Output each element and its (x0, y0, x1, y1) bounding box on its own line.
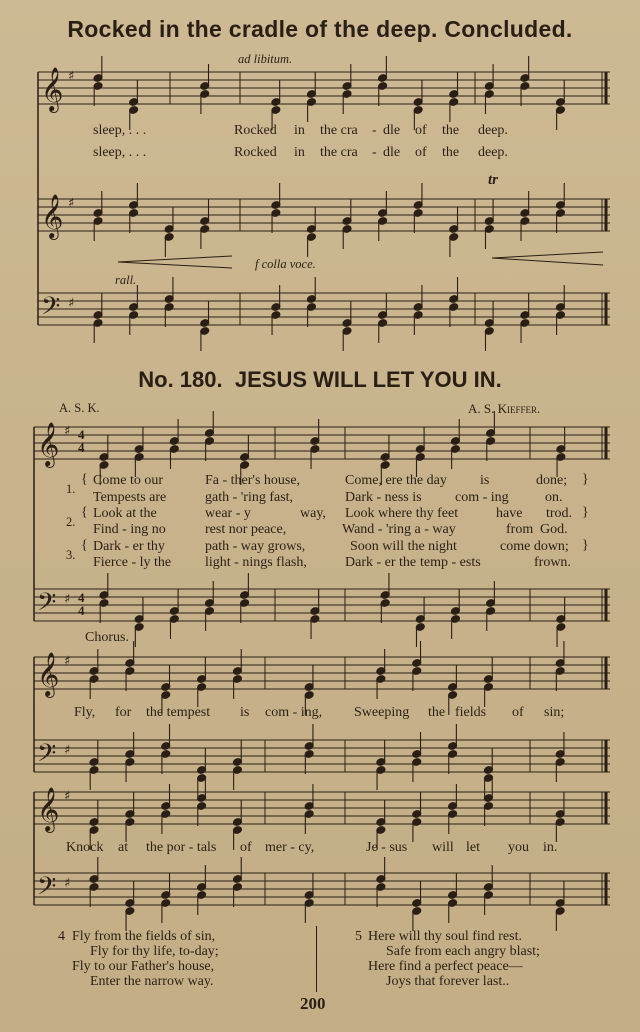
lyric-phrase: trod. (546, 506, 573, 521)
crescendo-line (492, 252, 603, 258)
lyric-phrase: come down; (500, 539, 569, 554)
lyric-word: the (442, 145, 460, 160)
stanza-line: Joys that forever last.. (386, 974, 510, 989)
bass-clef-icon: 𝄢 (37, 872, 57, 907)
lyric-phrase: rest nor peace, (205, 522, 287, 537)
lyric-word: will (432, 840, 454, 855)
lyric-word: of (415, 145, 427, 160)
lyricist: A. S. K. (59, 401, 100, 415)
page-number: 200 (300, 994, 326, 1013)
lyric-phrase: Tempests are (93, 490, 167, 505)
lyric-word: sleep, . . . (93, 123, 147, 138)
verse-number: 1. (66, 482, 76, 496)
lyric-word: com - ing, (265, 705, 323, 720)
stanza-line: Here will thy soul find rest. (368, 929, 522, 944)
stanza-line: Here find a perfect peace— (368, 959, 523, 974)
lyric-phrase: way, (300, 506, 326, 521)
lyric-phrase: wear - y (205, 506, 251, 521)
time-signature: 4 (78, 590, 85, 605)
lyric-phrase: done; (536, 473, 568, 488)
brace: } (582, 472, 589, 487)
sharp-icon: ♯ (64, 424, 71, 439)
bass-clef-icon: 𝄢 (37, 739, 57, 774)
brace: } (582, 505, 589, 520)
lyric-word: dle (383, 145, 401, 160)
treble-clef-icon: 𝄞 (41, 194, 64, 238)
lyric-word: you (508, 840, 529, 855)
lyric-phrase: Find - ing no (93, 522, 166, 537)
lyric-word: Sweeping (354, 705, 410, 720)
lyric-phrase: temp - ests (420, 555, 481, 570)
time-signature: 4 (78, 603, 85, 618)
lyric-word: of (512, 705, 524, 720)
composer: A. S. Kieffer. (468, 401, 541, 416)
lyric-word: Rocked (234, 145, 277, 160)
bass-clef-icon: 𝄢 (41, 292, 61, 327)
lyric-phrase: path - way grows, (205, 539, 306, 554)
lyric-word: - (372, 123, 377, 138)
lyric-word: Fly, (74, 705, 96, 720)
treble-clef-icon: 𝄞 (37, 652, 60, 696)
lyric-phrase: Fierce - ly the (93, 555, 172, 570)
lyric-word: the cra (320, 145, 358, 160)
lyric-word: - (372, 145, 377, 160)
decrescendo-line (118, 262, 232, 268)
direction-rall: rall. (115, 273, 137, 287)
sharp-icon: ♯ (64, 876, 71, 891)
decrescendo-line (118, 256, 232, 262)
lyric-phrase: Soon will the night (350, 539, 457, 554)
lyric-word: the (442, 123, 460, 138)
lyric-phrase: light - nings flash, (205, 555, 307, 570)
stanza-line: Safe from each angry blast; (386, 944, 540, 959)
lyric-phrase: Dark - er the (345, 555, 417, 570)
treble-clef-icon: 𝄞 (37, 422, 60, 466)
lyric-phrase: God. (540, 522, 568, 537)
hymn-heading (30, 367, 610, 393)
brace: { (81, 505, 88, 520)
bass-clef-icon: 𝄢 (37, 588, 57, 623)
trill-mark: tr (488, 172, 499, 188)
lyric-phrase: Come to our (93, 473, 163, 488)
lyric-word: in (294, 123, 305, 138)
lyric-word: let (466, 840, 480, 855)
stanza-line: Enter the narrow way. (90, 974, 214, 989)
lyric-phrase: Wand - 'ring a - way (342, 522, 456, 537)
lyric-word: Knock (66, 840, 104, 855)
lyric-word: deep. (478, 123, 508, 138)
lyric-word: for (115, 705, 132, 720)
lyric-word: is (240, 705, 250, 720)
hymn-title: JESUS WILL LET YOU IN. (234, 367, 502, 392)
sharp-icon: ♯ (68, 69, 75, 84)
lyric-phrase: on. (545, 490, 563, 505)
lyric-phrase: frown. (534, 555, 571, 570)
stanza-number: 4 (58, 929, 65, 944)
lyric-word: in. (543, 840, 558, 855)
lyric-word: at (118, 840, 129, 855)
crescendo-line (492, 258, 603, 265)
stanza-line: Fly for thy life, to-day; (90, 944, 219, 959)
treble-clef-icon: 𝄞 (37, 787, 60, 831)
lyric-phrase: Come, ere the day (345, 473, 447, 488)
lyric-word: deep. (478, 145, 508, 160)
brace: } (582, 538, 589, 553)
lyric-phrase: is (480, 473, 490, 488)
stanza-line: Fly to our Father's house, (72, 959, 215, 974)
lyric-word: Je - sus (366, 840, 408, 855)
lyric-phrase: Dark - er thy (93, 539, 165, 554)
sharp-icon: ♯ (64, 743, 71, 758)
lyric-word: sin; (544, 705, 565, 720)
stanza-line: Fly from the fields of sin, (72, 929, 216, 944)
lyric-phrase: gath - 'ring fast, (205, 490, 294, 505)
lyric-word: of (415, 123, 427, 138)
sharp-icon: ♯ (68, 196, 75, 211)
lyric-phrase: from (506, 522, 534, 537)
lyric-phrase: Look where thy feet (345, 506, 459, 521)
stanza-divider (316, 926, 317, 992)
treble-clef-icon: 𝄞 (41, 67, 64, 111)
time-signature: 4 (78, 440, 85, 455)
page-header-title: Rocked in the cradle of the deep. Concluded. (67, 16, 573, 42)
sharp-icon: ♯ (64, 789, 71, 804)
lyric-word: in (294, 145, 305, 160)
lyric-word: of (240, 840, 252, 855)
brace: { (81, 472, 88, 487)
lyric-word: sleep, . . . (93, 145, 147, 160)
lyric-phrase: com - ing (455, 490, 509, 505)
lyric-word: dle (383, 123, 401, 138)
brace: { (81, 538, 88, 553)
chorus-label: Chorus. (85, 630, 129, 645)
sharp-icon: ♯ (68, 296, 75, 311)
direction-ad-libitum: ad libitum. (238, 52, 293, 66)
hymn-number: No. 180. (138, 367, 223, 392)
verse-number: 3. (66, 548, 76, 562)
lyric-phrase: Dark - ness is (345, 490, 422, 505)
lyric-phrase: Look at the (93, 506, 157, 521)
lyric-word: fields (455, 705, 487, 720)
time-signature: 4 (78, 427, 85, 442)
lyric-phrase: have (496, 506, 523, 521)
sharp-icon: ♯ (64, 592, 71, 607)
sharp-icon: ♯ (64, 654, 71, 669)
stanza-number: 5 (355, 929, 362, 944)
direction-colla-voce: f colla voce. (255, 257, 316, 271)
lyric-word: the por - tals (146, 840, 217, 855)
lyric-phrase: Fa - ther's house, (205, 473, 301, 488)
verse-number: 2. (66, 515, 76, 529)
lyric-word: the tempest (146, 705, 211, 720)
lyric-word: Rocked (234, 123, 277, 138)
lyric-word: mer - cy, (265, 840, 315, 855)
lyric-word: the cra (320, 123, 358, 138)
lyric-word: the (428, 705, 446, 720)
